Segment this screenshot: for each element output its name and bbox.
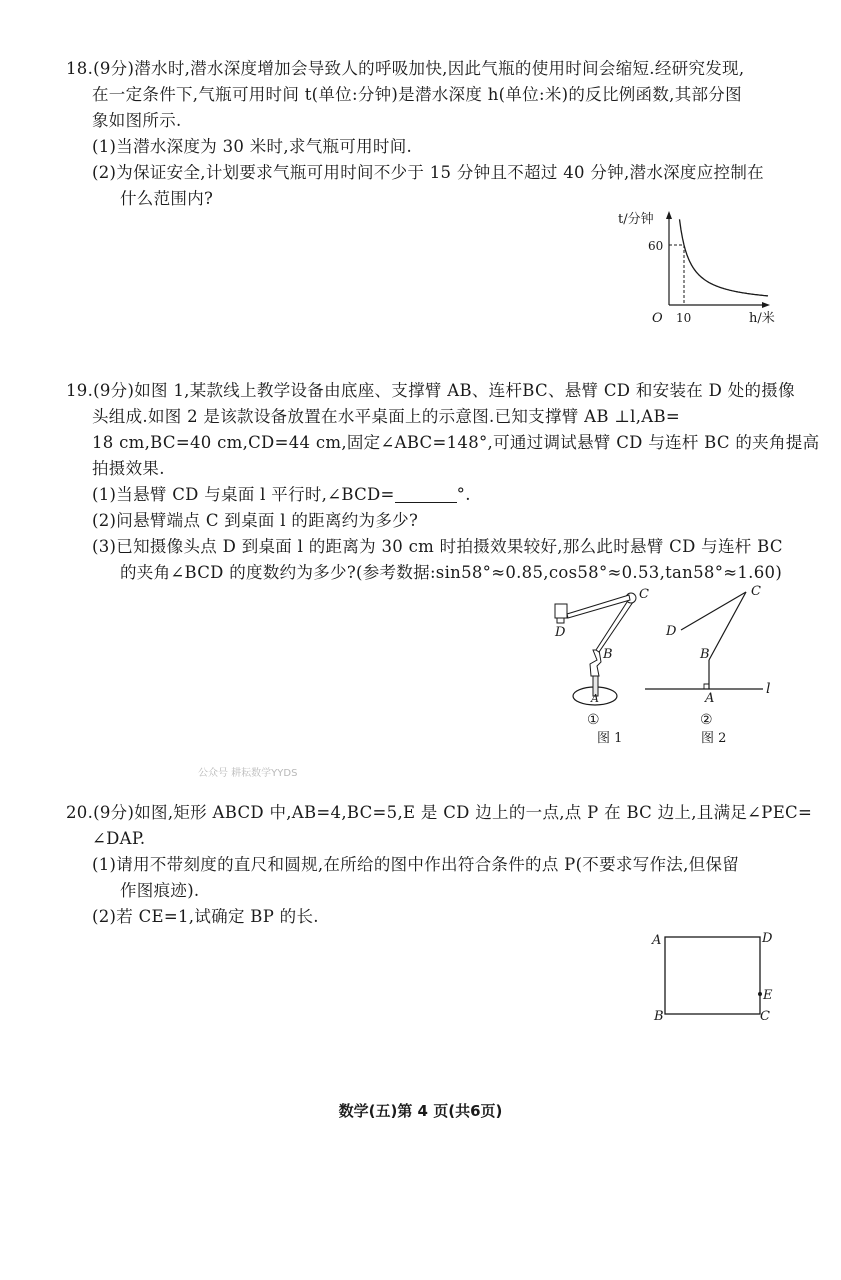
fig2-label-b: B (700, 647, 710, 662)
figure-1 (554, 587, 649, 746)
rectangle-abcd (665, 937, 760, 1014)
fig1-caption: 图 1 (597, 731, 623, 746)
q20-part-1a: (1)请用不带刻度的直尺和圆规,在所给的图中作出符合条件的点 P(不要求写作法,但保留 (92, 855, 740, 874)
q19-part-3a: (3)已知摄像头点 D 到桌面 l 的距离为 30 cm 时拍摄效果较好,那么此时悬臂 CD 与连杆 BC (92, 537, 783, 556)
q18-part-2a: (2)为保证安全,计划要求气瓶可用时间不少于 15 分钟且不超过 40 分钟,潜水深度应控制在 (92, 163, 764, 182)
fig1-label-c: C (639, 587, 649, 602)
fig1-label-b: B (603, 647, 613, 662)
q20-line-2: ∠DAP. (92, 829, 146, 848)
fig2-caption: 图 2 (701, 731, 727, 746)
label-a: A (652, 933, 662, 948)
q19-part-1 (0, 482, 841, 508)
watermark: 公众号 耕耘数学YYDS (198, 768, 298, 779)
q19-line-3: 18 cm,BC=40 cm,CD=44 cm,固定∠ABC=148°,可通过调试悬臂 CD 与连杆 BC 的夹角提高 (92, 433, 820, 452)
q19-line-4: 拍摄效果. (92, 459, 165, 478)
label-b: B (654, 1009, 664, 1024)
label-d: D (762, 931, 773, 946)
right-angle-mark (704, 684, 709, 689)
q19-part-1-degree: °. (456, 485, 471, 504)
q19-part-1-text: (1)当悬臂 CD 与桌面 l 平行时,∠BCD= (92, 485, 395, 504)
q20-line-1: 20.(9分)如图,矩形 ABCD 中,AB=4,BC=5,E 是 CD 边上的一点,点 P 在 BC 边上,且满足∠PEC= (66, 803, 813, 822)
q19-figures (535, 578, 785, 748)
fig2-label-l: l (766, 681, 771, 697)
x-tick-label: 10 (676, 311, 692, 325)
fig2-label-c: C (751, 584, 761, 599)
q20-part-1b: 作图痕迹). (120, 881, 200, 900)
fig1-label-a: A (591, 692, 599, 705)
joint-b-assembly (590, 650, 601, 676)
q19-line-1: 19.(9分)如图 1,某款线上教学设备由底座、支撑臂 AB、连杆BC、悬臂 CD 和安装在 D 处的摄像 (66, 381, 795, 400)
inverse-curve (680, 219, 769, 296)
fig1-label-d: D (555, 625, 566, 640)
fig1-circled-number: ① (587, 712, 600, 728)
camera-box (555, 604, 567, 618)
fig2-label-d: D (666, 624, 677, 639)
q18-graph (610, 205, 780, 330)
q20-part-2: (2)若 CE=1,试确定 BP 的长. (92, 907, 319, 926)
q20-rectangle-figure (648, 925, 783, 1030)
q19-part-3b: 的夹角∠BCD 的度数约为多少?(参考数据:sin58°≈0.85,cos58°≈0.53,tan58°≈1.60) (120, 563, 783, 582)
camera-lens (557, 618, 564, 623)
q18-line-3: 象如图所示. (92, 111, 182, 130)
q18-line-1: 18.(9分)潜水时,潜水深度增加会导致人的呼吸加快,因此气瓶的使用时间会缩短.经研究发现, (66, 59, 745, 78)
label-e: E (763, 988, 773, 1003)
answer-blank (395, 484, 457, 503)
q18-part-2b: 什么范围内? (120, 189, 214, 208)
y-axis-label: t/分钟 (618, 212, 654, 227)
label-c: C (760, 1009, 770, 1024)
y-tick-label: 60 (648, 239, 664, 253)
x-axis-arrow (762, 302, 770, 308)
figure-2 (645, 584, 770, 746)
q19-line-2: 头组成.如图 2 是该款设备放置在水平桌面上的示意图.已知支撑臂 AB ⊥l,AB= (92, 407, 681, 426)
page-footer: 数学(五)第 4 页(共6页) (338, 1102, 503, 1120)
q19-part-2: (2)问悬臂端点 C 到桌面 l 的距离约为多少? (92, 511, 419, 530)
fig2-label-a: A (705, 691, 715, 706)
y-axis-arrow (666, 211, 672, 219)
point-e (758, 992, 762, 996)
q18-line-2: 在一定条件下,气瓶可用时间 t(单位:分钟)是潜水深度 h(单位:米)的反比例函数,其部分图 (92, 85, 742, 104)
fig2-circled-number: ② (700, 712, 713, 728)
origin-label: O (652, 311, 663, 326)
x-axis-label: h/米 (749, 311, 775, 326)
q18-part-1: (1)当潜水深度为 30 米时,求气瓶可用时间. (92, 137, 413, 156)
